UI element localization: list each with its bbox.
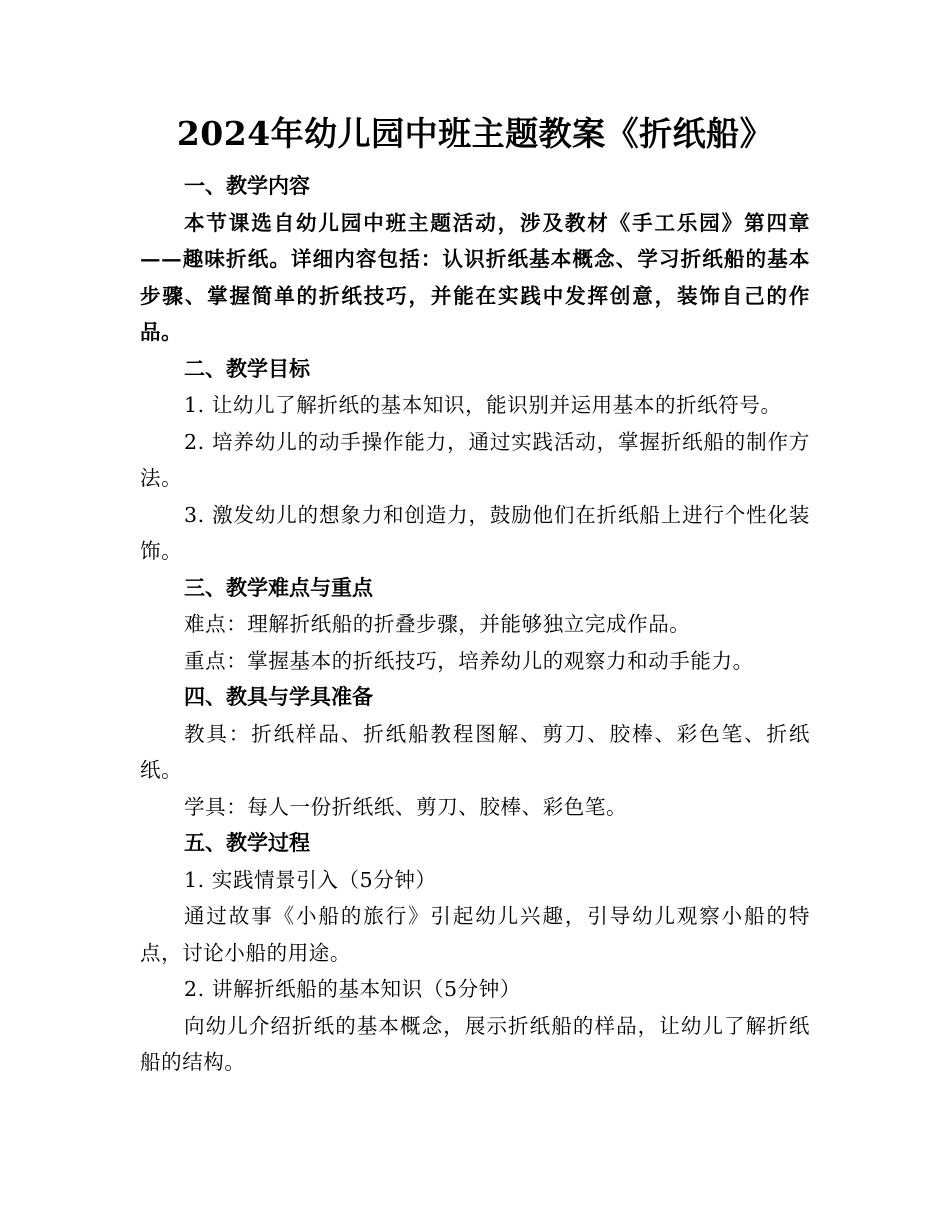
goal-item: 2. 培养幼儿的动手操作能力，通过实践活动，掌握折纸船的制作方法。 — [140, 429, 810, 490]
document-title: 2024年幼儿园中班主题教案《折纸船》 — [176, 114, 774, 153]
content-paragraph: 本节课选自幼儿园中班主题活动，涉及教材《手工乐园》第四章——趣味折纸。详细内容包括：认识折纸基本概念、学习折纸船的基本步骤、掌握简单的折纸技巧，并能在实践中发挥创意，装饰自己的作品。 — [140, 210, 810, 344]
process-step-text: 向幼儿介绍折纸的基本概念，展示折纸船的样品，让幼儿了解折纸船的结构。 — [140, 1013, 810, 1074]
section-heading-process: 五、教学过程 — [184, 830, 310, 855]
process-step-text: 通过故事《小船的旅行》引起幼儿兴趣，引导幼儿观察小船的特点，讨论小船的用途。 — [140, 904, 810, 965]
learning-aids-item: 学具：每人一份折纸纸、剪刀、胶棒、彩色笔。 — [184, 794, 628, 819]
section-heading-prep: 四、教具与学具准备 — [184, 684, 373, 709]
section-heading-goals: 二、教学目标 — [184, 355, 310, 381]
key-point-item: 重点：掌握基本的折纸技巧，培养幼儿的观察力和动手能力。 — [184, 648, 754, 673]
goal-item: 3. 激发幼儿的想象力和创造力，鼓励他们在折纸船上进行个性化装饰。 — [140, 502, 810, 563]
section-heading-content: 一、教学内容 — [184, 173, 310, 198]
teaching-aids-item: 教具：折纸样品、折纸船教程图解、剪刀、胶棒、彩色笔、折纸纸。 — [140, 721, 810, 782]
goal-item: 1. 让幼儿了解折纸的基本知识，能识别并运用基本的折纸符号。 — [184, 393, 782, 417]
process-step-title: 1. 实践情景引入（5分钟） — [184, 867, 437, 892]
section-heading-difficulty: 三、教学难点与重点 — [184, 574, 373, 600]
difficulty-item: 难点：理解折纸船的折叠步骤，并能够独立完成作品。 — [184, 612, 691, 636]
process-step-title: 2. 讲解折纸船的基本知识（5分钟） — [184, 977, 521, 1001]
